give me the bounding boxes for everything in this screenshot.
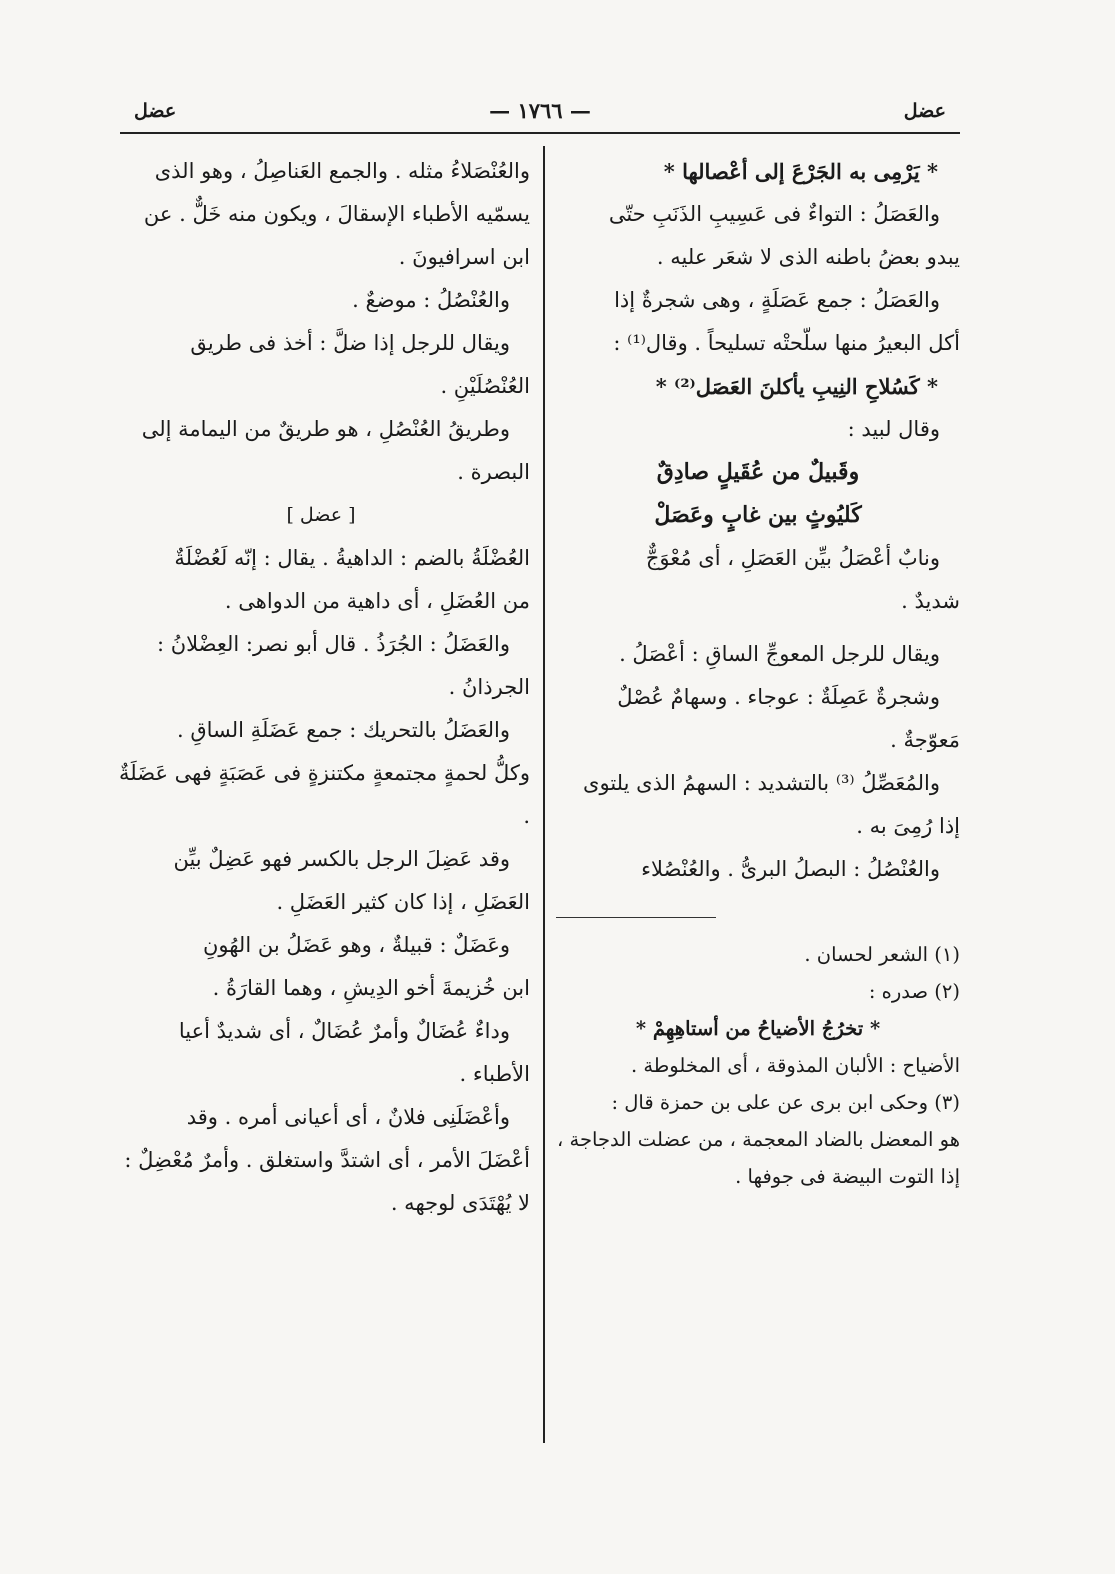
footnote-text-line: إذا التوت البيضة فى جوفها . <box>735 1165 960 1188</box>
footnote-separator <box>556 917 716 918</box>
entry-paragraph: العُضْلَةُ بالضم : الداهيةُ . يقال : إنّه لَعُضْلَةٌ <box>174 546 530 570</box>
entry-paragraph: والعُنْصُلُ : موضعٌ . <box>352 288 510 312</box>
footnotes <box>556 932 960 1195</box>
entry-paragraph: ونابٌ أعْصَلُ بيِّن العَصَلِ ، أى مُعْوَجٌّ <box>645 546 940 570</box>
entry-text-line: أكل البعيرُ منها سلّحتْه تسليحاً . وقال⁽¹⁾ : <box>613 331 960 355</box>
root-heading: [ عضل ] <box>286 504 356 526</box>
entry-text-line: العُنْصُلَيْنِ . <box>440 374 530 398</box>
poem-hemistich: وقَبيلٌ من عُقَيلٍ صادِقٌ <box>656 459 860 485</box>
entry-text-line: الأطباء . <box>459 1062 530 1086</box>
column-divider <box>543 146 545 1443</box>
footnote: (٣) وحكى ابن برى عن على بن حمزة قال : <box>611 1091 960 1114</box>
entry-text-line: يبدو بعضُ باطنه الذى لا شعَر عليه . <box>656 245 960 269</box>
entry-paragraph: وداءٌ عُضَالٌ وأمرٌ عُضَالٌ ، أى شديدٌ أعيا <box>178 1019 510 1043</box>
entry-text-line: ابن خُزيمةَ أخو الدِيشِ ، وهما القارَةُ . <box>212 976 530 1000</box>
entry-text-line: ابن اسرافيونَ . <box>398 245 530 269</box>
entry-text-line: العَضَلِ ، إذا كان كثير العَضَلِ . <box>276 890 530 914</box>
entry-text-line: البصرة . <box>457 460 530 484</box>
running-headword-right: عضل <box>903 100 946 122</box>
footnote: (١) الشعر لحسان . <box>804 943 960 966</box>
entry-paragraph: وقد عَضِلَ الرجل بالكسر فهو عَضِلٌ بيِّن <box>173 847 510 871</box>
entry-text-line: الجرذانُ . <box>448 675 530 699</box>
entry-paragraph: والعَصَلُ : التواءٌ فى عَسِيبِ الذَنَبِ حتّى <box>608 202 940 226</box>
entry-paragraph: والعَصَلُ : جمع عَصَلَةٍ ، وهى شجرةٌ إذا <box>614 288 940 312</box>
entry-paragraph: وقال لبيد : <box>847 417 940 441</box>
left-column <box>112 150 530 1225</box>
entry-text-line: والعُنْصَلاءُ مثله . والجمع العَناصِلُ ، وهو الذى <box>154 159 530 183</box>
footnote-text-line: الأضياح : الألبان المذوقة ، أى المخلوطة . <box>630 1054 960 1077</box>
entry-paragraph: والعَضَلُ : الجُرَذُ . قال أبو نصر: العِضْلانُ : <box>156 632 510 656</box>
entry-paragraph: والمُعَصِّلُ ⁽³⁾ بالتشديد : السهمُ الذى يلتوى <box>583 771 940 795</box>
running-headword-left: عضل <box>134 100 177 122</box>
verse-line: * يَرْمِى به الجَرْعَ إلى أعْصالها * <box>663 159 938 184</box>
entry-text-line: إذا رُمِىَ به . <box>856 814 960 838</box>
entry-text-line: مَعوّجةٌ . <box>890 728 960 752</box>
entry-text-line: شديدٌ . <box>901 589 960 613</box>
entry-text-line: وكلُّ لحمةٍ مجتمعةٍ مكتنزةٍ فى عَصَبَةٍ فهى عَضَلَةٌ . <box>119 761 530 828</box>
entry-paragraph: وشجرةٌ عَصِلَةٌ : عوجاء . وسهامٌ عُصْلٌ <box>617 685 940 709</box>
page-number: — ١٧٦٦ — <box>489 98 591 123</box>
footnote: (٢) صدره : <box>868 980 960 1003</box>
entry-text-line: أعْضَلَ الأمر ، أى اشتدَّ واستغلق . وأمرٌ مُعْضِلٌ : <box>124 1148 530 1172</box>
entry-paragraph: وأعْضَلَنِى فلانٌ ، أى أعيانى أمره . وقد <box>186 1105 510 1129</box>
poem-hemistich: كَليُوثٍ بين غابٍ وعَصَلْ <box>654 502 862 528</box>
entry-text-line: من العُضَلِ ، أى داهية من الدواهى . <box>224 589 530 613</box>
entry-paragraph: والعَضَلُ بالتحريك : جمع عَضَلَةِ الساقِ . <box>177 718 510 742</box>
footnote-verse: * تخرُجُ الأضياحُ من أستاهِهِمْ * <box>635 1017 881 1040</box>
entry-text-line: لا يُهْتَدَى لوجهه . <box>390 1191 530 1215</box>
footnote-text-line: هو المعضل بالضاد المعجمة ، من عضلت الدجاجة ، <box>557 1128 960 1151</box>
entry-paragraph: ويقال للرجل إذا ضلَّ : أخذ فى طريق <box>190 331 510 355</box>
entry-paragraph: ويقال للرجل المعوجِّ الساقِ : أعْصَلُ . <box>619 642 940 666</box>
entry-paragraph: والعُنْصُلُ : البصلُ البرىُّ . والعُنْصُلاء <box>641 857 940 881</box>
entry-paragraph: وعَضَلٌ : قبيلةٌ ، وهو عَضَلُ بن الهُونِ <box>202 933 510 957</box>
verse-line: * كَسُلاحِ النِيبِ يأكلنَ العَصَل⁽²⁾ * <box>655 374 938 399</box>
entry-text-line: يسمّيه الأطباء الإسقالَ ، ويكون منه خَلٌّ . عن <box>143 202 530 226</box>
right-column <box>556 150 960 1195</box>
entry-paragraph: وطريقُ العُنْصُلِ ، هو طريقٌ من اليمامة إلى <box>141 417 510 441</box>
page-header <box>120 98 960 134</box>
